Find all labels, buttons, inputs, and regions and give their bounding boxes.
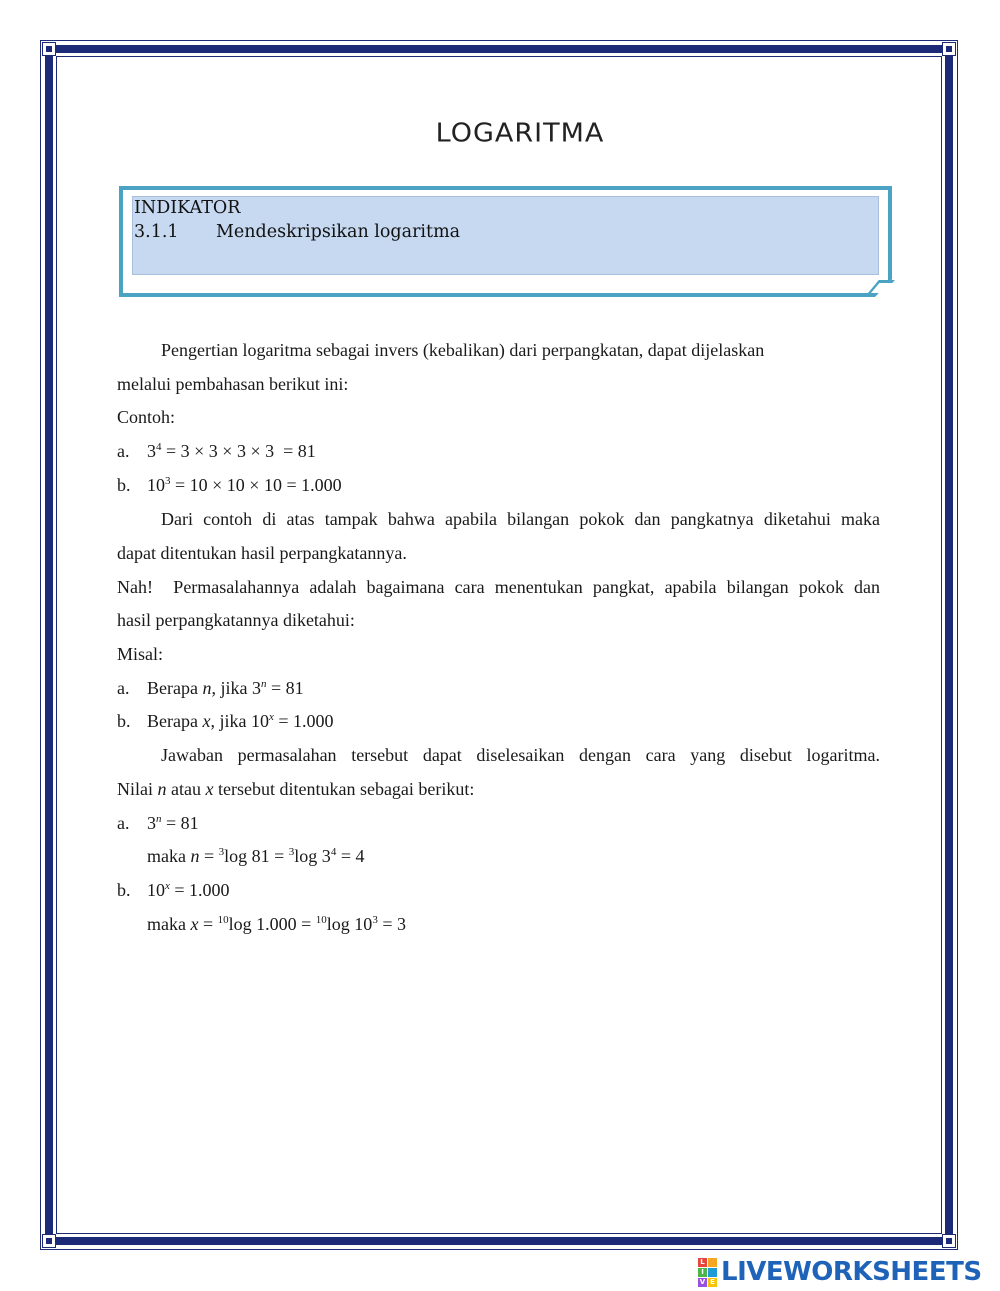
frame-corner	[942, 42, 956, 56]
jawab-item-b-solution: maka x = $^{10}$log 1.000 = $^{10}$log $10^3 = 3$	[147, 914, 406, 934]
contoh-item-a: a. $3^4 = 3 \times 3 \times 3 \times 3 = 81$	[117, 441, 316, 461]
para2-line-2: dapat ditentukan hasil perpangkatannya.	[117, 543, 407, 563]
frame-corner	[942, 1234, 956, 1248]
liveworksheets-logo[interactable]	[698, 1258, 982, 1286]
page-title: LOGARITMA	[435, 118, 605, 149]
contoh-item-b: b. $10^3 = 10 \times 10 \times 10 = 1.000$	[117, 475, 342, 495]
intro-line-2: melalui pembahasan berikut ini:	[117, 374, 349, 394]
jawab-item-b: b. $10^x = 1.000$	[117, 880, 230, 900]
para4-line-1: Jawaban permasalahan tersebut dapat diselesaikan dengan cara yang disebut logaritma.	[161, 745, 880, 765]
misal-item-b: b. Berapa x, jika $10^x = 1.000$	[117, 711, 334, 731]
para3-line-1: Nah! Permasalahannya adalah bagaimana cara menentukan pangkat, apabila bilangan pokok dan	[117, 577, 880, 597]
jawab-item-a: a. $3^n = 81$	[117, 813, 199, 833]
frame-corner	[42, 1234, 56, 1248]
indikator-item	[134, 220, 460, 244]
contoh-heading: Contoh:	[117, 407, 176, 427]
logo-blocks-icon: L I V E	[698, 1258, 717, 1287]
jawab-item-a-solution: maka n = $^3$log 81 = $^3$log $3^4 = 4$	[147, 846, 365, 866]
logo-text: LIVEWORKSHEETS	[721, 1257, 982, 1287]
para2-line-1: Dari contoh di atas tampak bahwa apabila bilangan pokok dan pangkatnya diketahui maka	[161, 509, 880, 529]
indikator-text	[134, 196, 460, 244]
misal-item-a: a. Berapa n, jika $3^n = 81$	[117, 678, 304, 698]
misal-heading: Misal:	[117, 644, 164, 664]
indikator-heading: INDIKATOR	[134, 198, 241, 218]
para3-line-2: hasil perpangkatannya diketahui:	[117, 610, 355, 630]
para4-line-2: Nilai n atau x tersebut ditentukan sebagai berikut:	[117, 779, 475, 799]
intro-line-1: Pengertian logaritma sebagai invers (kebalikan) dari perpangkatan, dapat dijelaskan	[161, 340, 765, 360]
indikator-description: Mendeskripsikan logaritma	[216, 222, 461, 242]
indikator-code: 3.1.1	[134, 222, 179, 242]
frame-corner	[42, 42, 56, 56]
